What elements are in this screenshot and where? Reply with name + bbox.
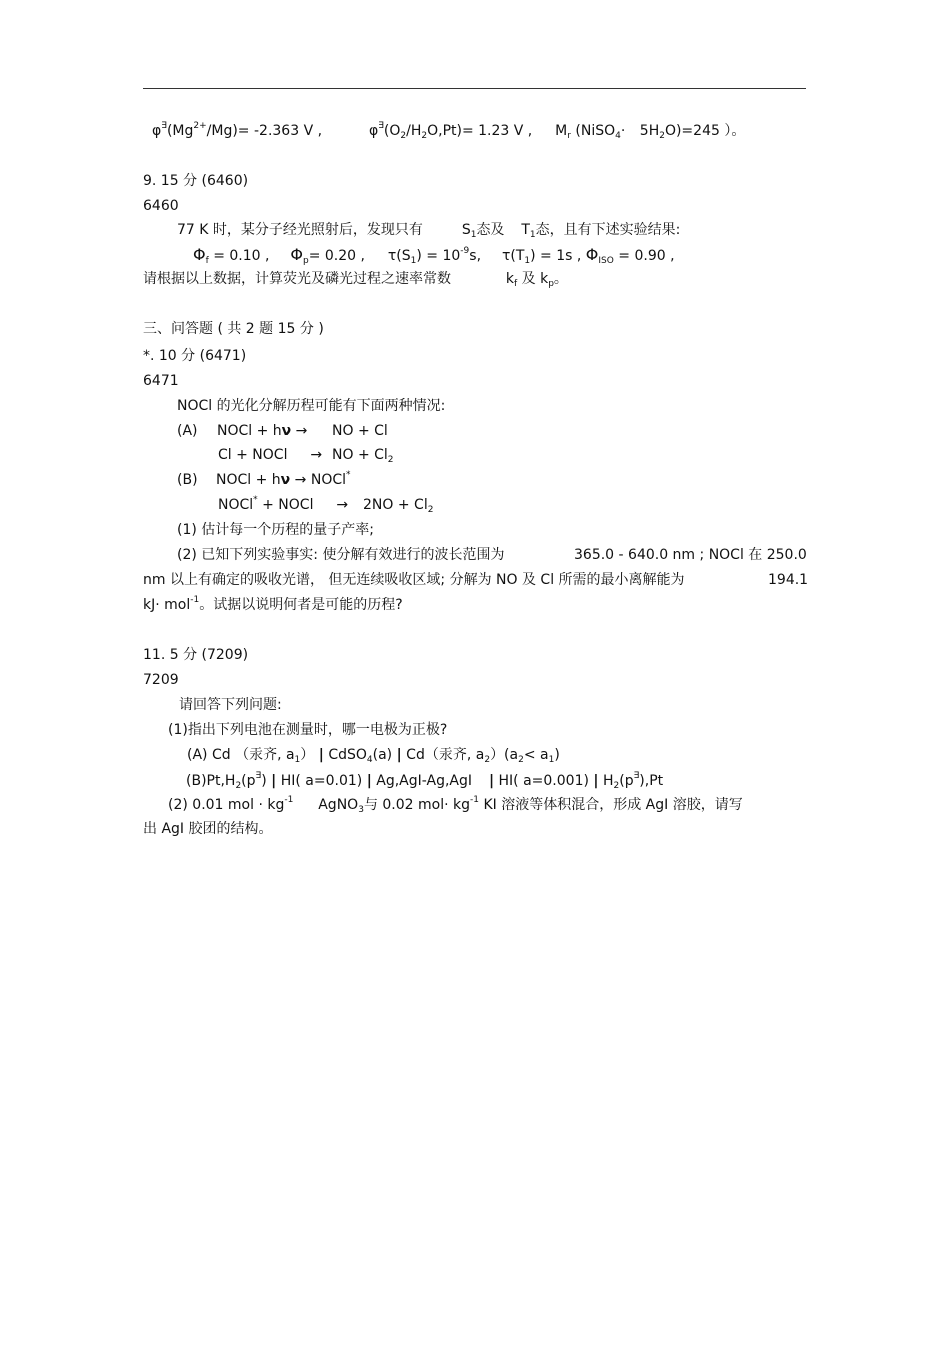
- standard-state-symbol: ∃: [378, 121, 384, 131]
- q11-part2-line1: (2) 0.01 mol · $kg^{-1}$ AgNO$_3$与 0.02 $mol\cdot kg^{-1}$ KI 溶液等体积混合，形成 AgI 溶胶，请写: [168, 795, 743, 815]
- q10-a-label: (A): [177, 423, 198, 439]
- q9-results: $\Phi_f = 0.10$ , $\Phi_p= 0.20$ , $\tau(S_1) = 10^{-9}s$, $\tau(T_1) = 1s$ , $\Phi_{ISO} = 0.90$ ,: [193, 245, 675, 266]
- q10-a-step1: NOCl + hν →: [217, 423, 308, 439]
- q9-ask: 请根据以上数据，计算荧光及磷光过程之速率常数 $k_f$ 及 $k_p$。: [143, 271, 568, 289]
- q9-intro: 77 K 时，某分子经光照射后，发现只有 $S_1$态及 $T_1$态，且有下述实验结果:: [177, 222, 681, 240]
- q10-b-step1: NOCl + hν → NOCl*: [216, 470, 351, 488]
- q10-part2-line2-end: 194.1: [768, 572, 809, 588]
- q9-code: 6460: [143, 198, 179, 214]
- arrow-icon: →: [294, 472, 307, 488]
- top-rule: [143, 88, 806, 89]
- q10-b-label: (B): [177, 472, 198, 488]
- q10-part2-line3: kJ· mol$^{-1}$。试据以说明何者是可能的历程?: [143, 595, 403, 613]
- q10-part2-line1-end: 365.0 - 640.0 nm ; NOCl 在 250.0: [574, 547, 807, 563]
- q11-cell-b: $(B)Pt,H_2(p^\exists)$ | HI( a=0.01) | Ag,AgI-Ag,AgI | HI( a=0.001) | $H_2(p^\exists),Pt$: [186, 771, 664, 791]
- arrow-icon: →: [310, 447, 323, 463]
- phi-symbol: φ: [152, 123, 162, 139]
- q10-part1: (1) 估计每一个历程的量子产率;: [177, 522, 374, 538]
- q10-part2-line2: nm 以上有确定的吸收光谱， 但无连续吸收区域; 分解为 NO 及 Cl 所需的最小离解能为: [143, 572, 685, 588]
- q11-part2-line2: 出 AgI 胶团的结构。: [143, 821, 273, 837]
- arrow-icon: →: [336, 497, 349, 513]
- q10-intro: NOCl 的光化分解历程可能有下面两种情况:: [177, 398, 446, 414]
- q10-a-step2: Cl + NOCl →: [218, 447, 323, 463]
- q10-header: *. 10 分 (6471): [143, 348, 247, 364]
- q10-a-step1-product: NO + Cl: [332, 423, 388, 439]
- q11-code: 7209: [143, 672, 179, 688]
- arrow-icon: →: [295, 423, 308, 439]
- q11-part1: (1)指出下列电池在测量时，哪一电极为正极?: [168, 722, 448, 738]
- data-line: $\varphi^\exists(Mg^{2+}/Mg)= -2.363$ V , $\varphi^\exists(O_2/H_2O,Pt)= 1.23$ V , $M_r$ (NiSO$_4$· $5H_2O)=245$ ）。: [152, 121, 746, 141]
- q9-header: 9. 15 分 (6460): [143, 173, 249, 189]
- phi-symbol: φ: [368, 123, 379, 139]
- section-heading: 三、问答题 ( 共 2 题 15 分 ): [143, 321, 324, 337]
- q10-code: 6471: [143, 373, 179, 389]
- q10-part2-line1: (2) 已知下列实验事实: 使分解有效进行的波长范围为: [177, 547, 505, 563]
- q11-cell-a: (A) Cd （汞齐, $a_1$） | CdSO$_4$(a) | Cd（汞齐, $a_2)(a_2< a_1)$: [187, 747, 560, 765]
- standard-state-symbol: ∃: [633, 771, 640, 781]
- standard-state-symbol: ∃: [161, 121, 167, 131]
- q11-header: 11. 5 分 (7209): [143, 647, 249, 663]
- standard-state-symbol: ∃: [255, 771, 262, 781]
- q10-b-step2: NOCl* + NOCl → $2NO + Cl_2$: [218, 495, 434, 515]
- q10-a-step2-product: NO + $Cl_2$: [332, 447, 394, 465]
- q11-intro: 请回答下列问题:: [179, 697, 282, 713]
